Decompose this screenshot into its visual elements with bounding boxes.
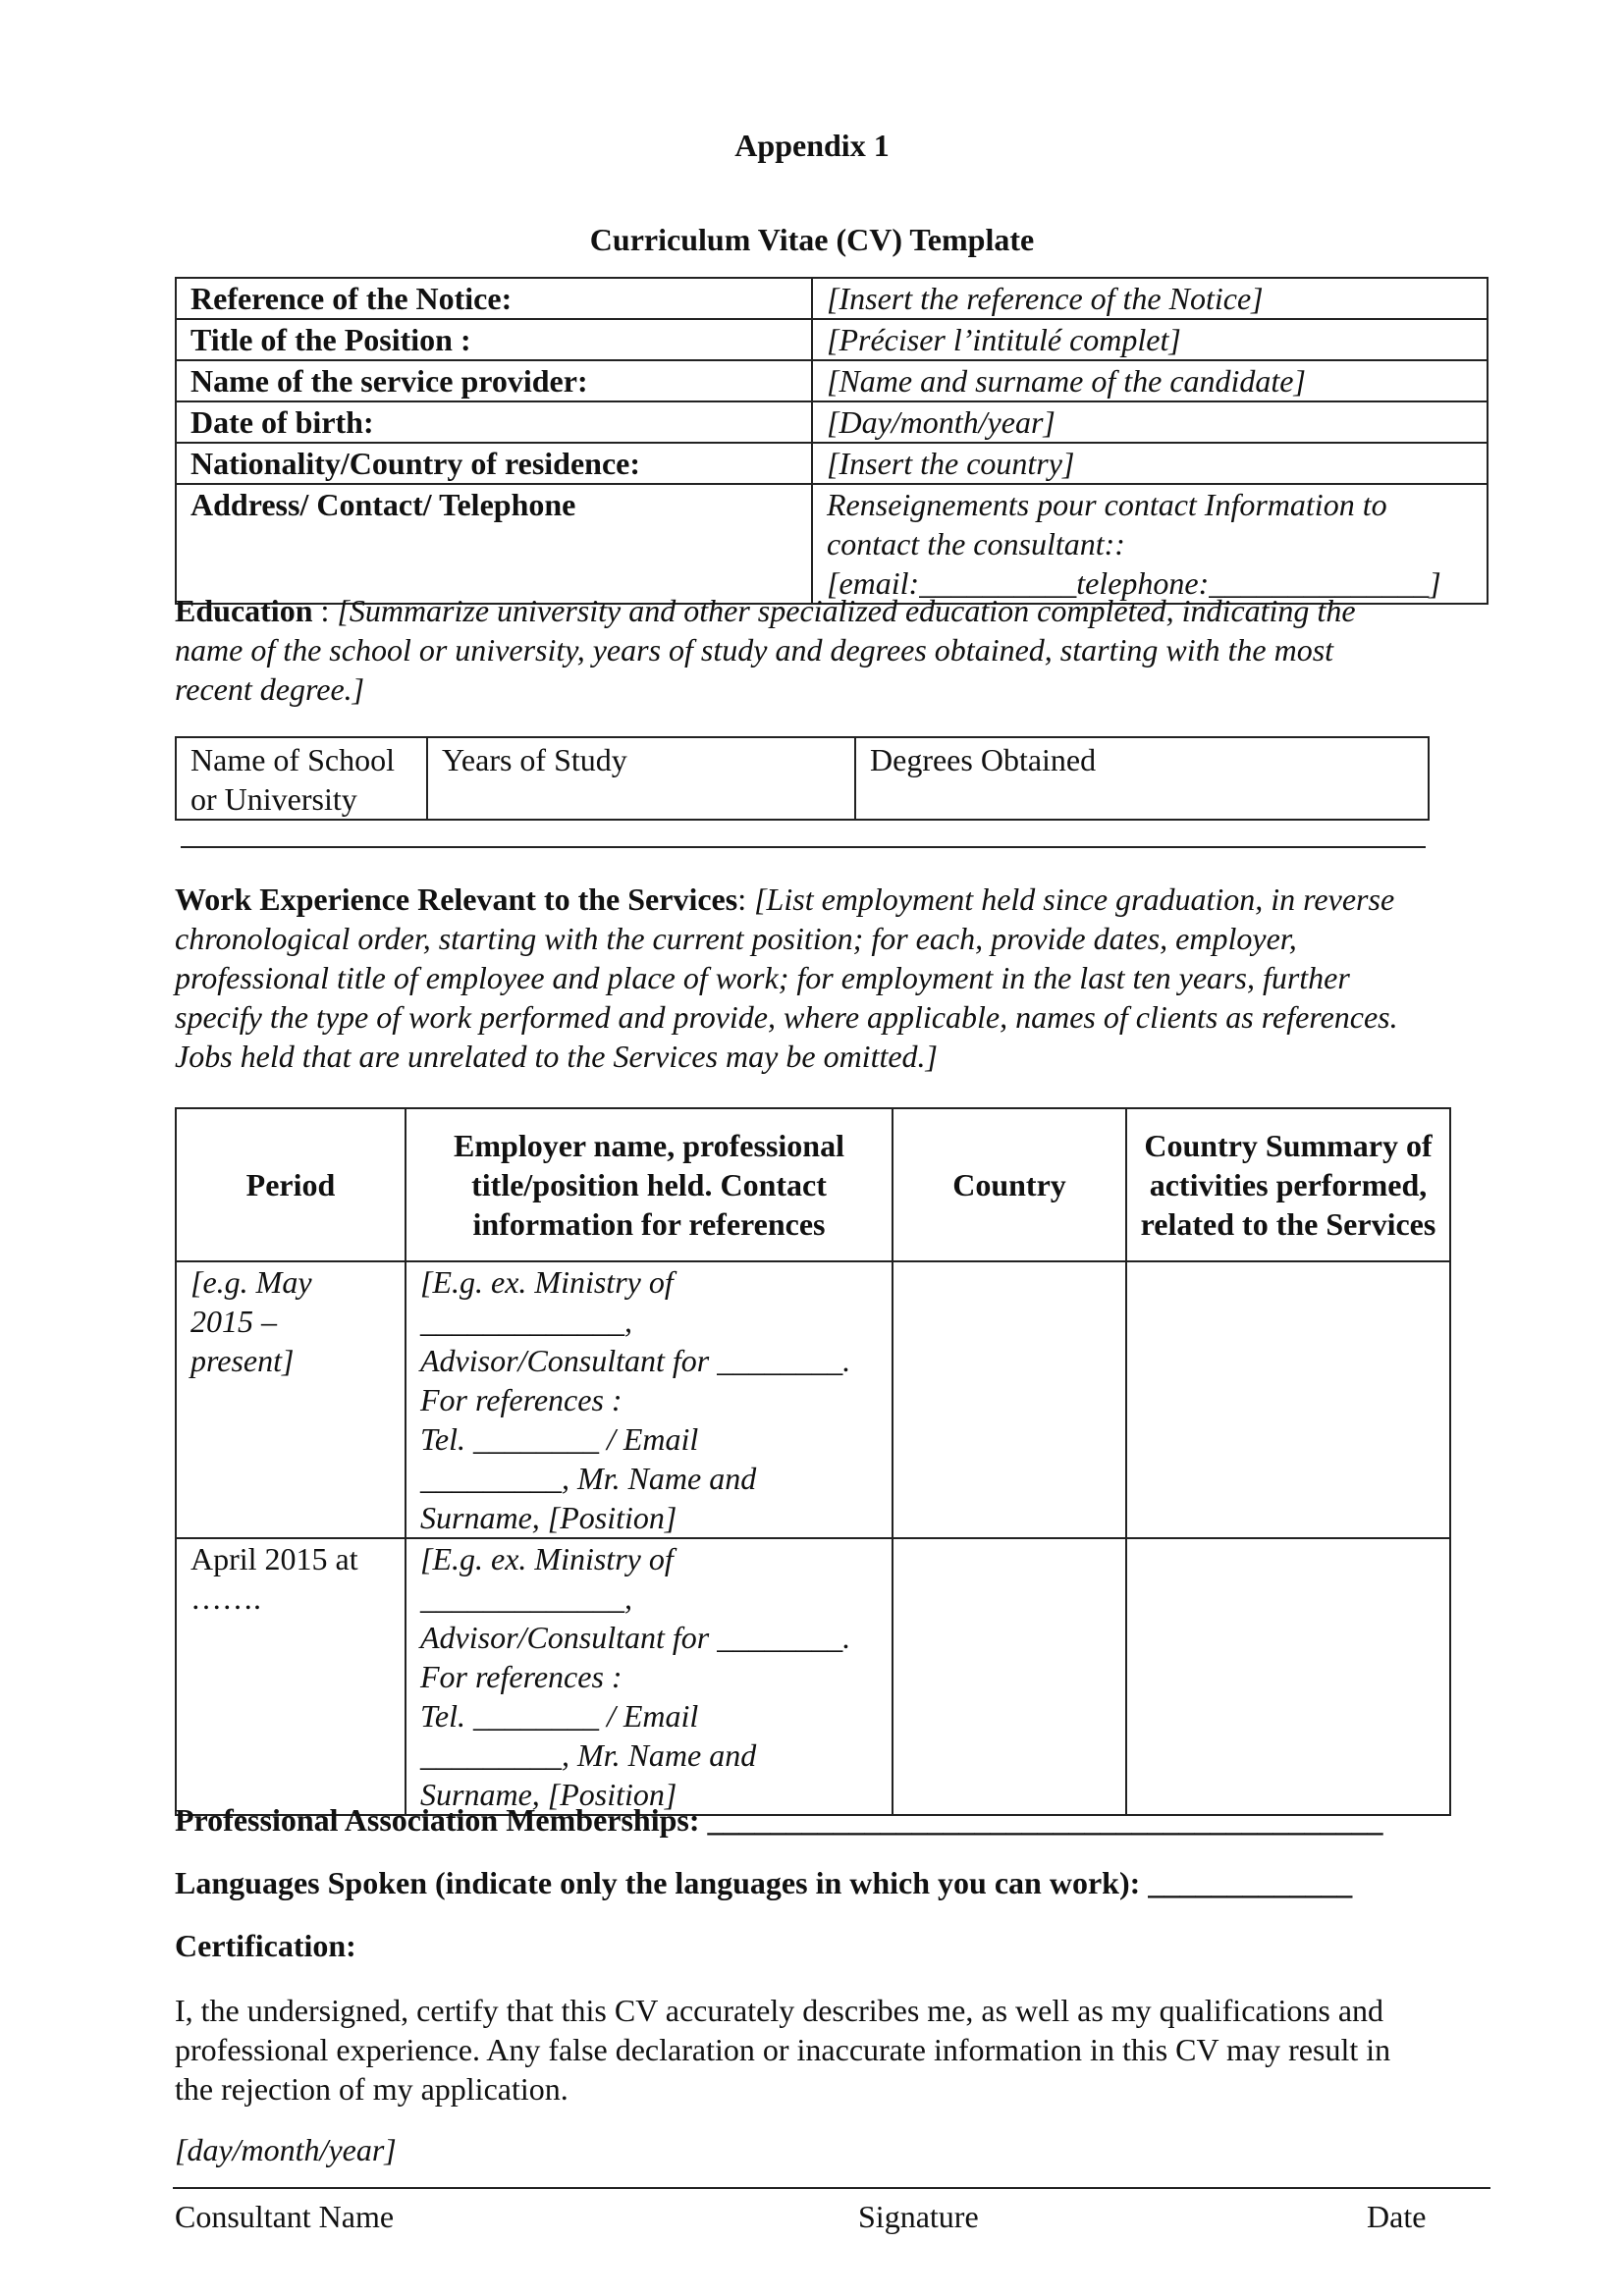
- column-header-school: Name of School or University: [176, 737, 427, 820]
- employer-line: Surname, [Position]: [420, 1777, 677, 1812]
- address-line: contact the consultant::: [827, 526, 1125, 561]
- period-line: April 2015 at: [190, 1541, 358, 1576]
- period-line: [e.g. May: [190, 1264, 312, 1300]
- summary-cell[interactable]: [1126, 1261, 1450, 1538]
- period-line: …….: [190, 1580, 261, 1616]
- table-row: [176, 401, 1488, 443]
- work-text-line: Jobs held that are unrelated to the Services may be omitted.]: [175, 1039, 938, 1074]
- summary-cell[interactable]: [1126, 1538, 1450, 1815]
- birth-date-value[interactable]: [Day/month/year]: [812, 401, 1488, 443]
- education-separator: :: [312, 593, 338, 628]
- consultant-name-label: Consultant Name: [175, 2199, 395, 2234]
- provider-name-label: Name of the service provider:: [176, 360, 812, 401]
- employer-line: For references :: [420, 1659, 623, 1694]
- employer-line: Tel. ________ / Email: [420, 1421, 699, 1457]
- period-cell[interactable]: [176, 1261, 406, 1538]
- employer-line: Advisor/Consultant for ________.: [420, 1343, 851, 1378]
- work-experience-table: [175, 1107, 1451, 1816]
- certification-line: professional experience. Any false declaration or inaccurate information in this CV may result in: [175, 2032, 1391, 2067]
- signature-label: Signature: [858, 2199, 979, 2234]
- period-line: present]: [190, 1343, 295, 1378]
- certification-line: the rejection of my application.: [175, 2071, 568, 2107]
- education-text-line: [Summarize university and other specialized education completed, indicating the: [337, 593, 1356, 628]
- country-cell[interactable]: [893, 1261, 1126, 1538]
- date-placeholder[interactable]: [day/month/year]: [175, 2132, 397, 2167]
- work-separator: :: [737, 881, 755, 917]
- employer-line: _____________,: [420, 1304, 632, 1339]
- period-line: 2015 –: [190, 1304, 277, 1339]
- education-label: Education: [175, 593, 313, 628]
- reference-value[interactable]: [Insert the reference of the Notice]: [812, 278, 1488, 319]
- education-table: [175, 736, 1430, 821]
- table-row: [176, 1538, 1450, 1815]
- address-line: [email:__________telephone:______________]: [827, 565, 1441, 601]
- address-label: Address/ Contact/ Telephone: [176, 484, 812, 604]
- education-text-line: recent degree.]: [175, 671, 365, 707]
- table-row: [176, 737, 1429, 820]
- employer-line: Tel. ________ / Email: [420, 1698, 699, 1734]
- country-cell[interactable]: [893, 1538, 1126, 1815]
- employer-line: [E.g. ex. Ministry of: [420, 1541, 674, 1576]
- work-text-line: professional title of employee and place of work; for employment in the last ten years, further: [175, 960, 1350, 995]
- birth-date-label: Date of birth:: [176, 401, 812, 443]
- employer-line: Advisor/Consultant for ________.: [420, 1620, 851, 1655]
- table-header-row: [176, 1108, 1450, 1261]
- employer-line: Surname, [Position]: [420, 1500, 677, 1535]
- appendix-heading: Appendix 1: [734, 128, 890, 163]
- table-row: [176, 360, 1488, 401]
- certification-statement: [175, 1991, 1481, 2109]
- divider: [181, 846, 1426, 848]
- employer-line: [E.g. ex. Ministry of: [420, 1264, 674, 1300]
- work-text-line: chronological order, starting with the current position; for each, provide dates, employer,: [175, 921, 1297, 956]
- work-text-line: [List employment held since graduation, in reverse: [754, 881, 1395, 917]
- certification-line: I, the undersigned, certify that this CV accurately describes me, as well as my qualifications and: [175, 1993, 1384, 2028]
- employer-line: _____________,: [420, 1580, 632, 1616]
- position-title-value[interactable]: [Préciser l’intitulé complet]: [812, 319, 1488, 360]
- reference-label: Reference of the Notice:: [176, 278, 812, 319]
- position-title-label: Title of the Position :: [176, 319, 812, 360]
- work-experience-label: Work Experience Relevant to the Services: [175, 881, 738, 917]
- nationality-label: Nationality/Country of residence:: [176, 443, 812, 484]
- table-row: [176, 319, 1488, 360]
- education-text-line: name of the school or university, years of study and degrees obtained, starting with the most: [175, 632, 1334, 667]
- address-line: Renseignements pour contact Information to: [827, 487, 1387, 522]
- employer-cell[interactable]: [406, 1261, 893, 1538]
- employer-line: For references :: [420, 1382, 623, 1417]
- column-header-summary: Country Summary of activities performed, related to the Services: [1126, 1108, 1450, 1261]
- languages-field[interactable]: Languages Spoken (indicate only the languages in which you can work): _____________: [175, 1865, 1353, 1900]
- nationality-value[interactable]: [Insert the country]: [812, 443, 1488, 484]
- column-header-years: Years of Study: [427, 737, 855, 820]
- employer-cell[interactable]: [406, 1538, 893, 1815]
- table-row: [176, 278, 1488, 319]
- education-paragraph: [175, 591, 1481, 709]
- provider-name-value[interactable]: [Name and surname of the candidate]: [812, 360, 1488, 401]
- work-text-line: specify the type of work performed and provide, where applicable, names of clients as references.: [175, 999, 1398, 1035]
- column-header-employer: Employer name, professional title/position held. Contact information for references: [406, 1108, 893, 1261]
- table-row: [176, 443, 1488, 484]
- document-title: Curriculum Vitae (CV) Template: [589, 222, 1035, 257]
- date-label: Date: [1367, 2199, 1427, 2234]
- employer-line: _________, Mr. Name and: [420, 1461, 757, 1496]
- address-value[interactable]: [812, 484, 1488, 604]
- period-cell[interactable]: [176, 1538, 406, 1815]
- work-experience-paragraph: [175, 880, 1481, 1076]
- column-header-period: Period: [176, 1108, 406, 1261]
- table-row: [176, 1261, 1450, 1538]
- signature-rule: [173, 2187, 1490, 2189]
- employer-line: _________, Mr. Name and: [420, 1737, 757, 1773]
- certification-label: Certification:: [175, 1928, 356, 1963]
- table-row: [176, 484, 1488, 604]
- reference-table: [175, 277, 1489, 605]
- memberships-field[interactable]: Professional Association Memberships: ___________________________________________: [175, 1802, 1383, 1838]
- column-header-country: Country: [893, 1108, 1126, 1261]
- column-header-degrees: Degrees Obtained: [855, 737, 1429, 820]
